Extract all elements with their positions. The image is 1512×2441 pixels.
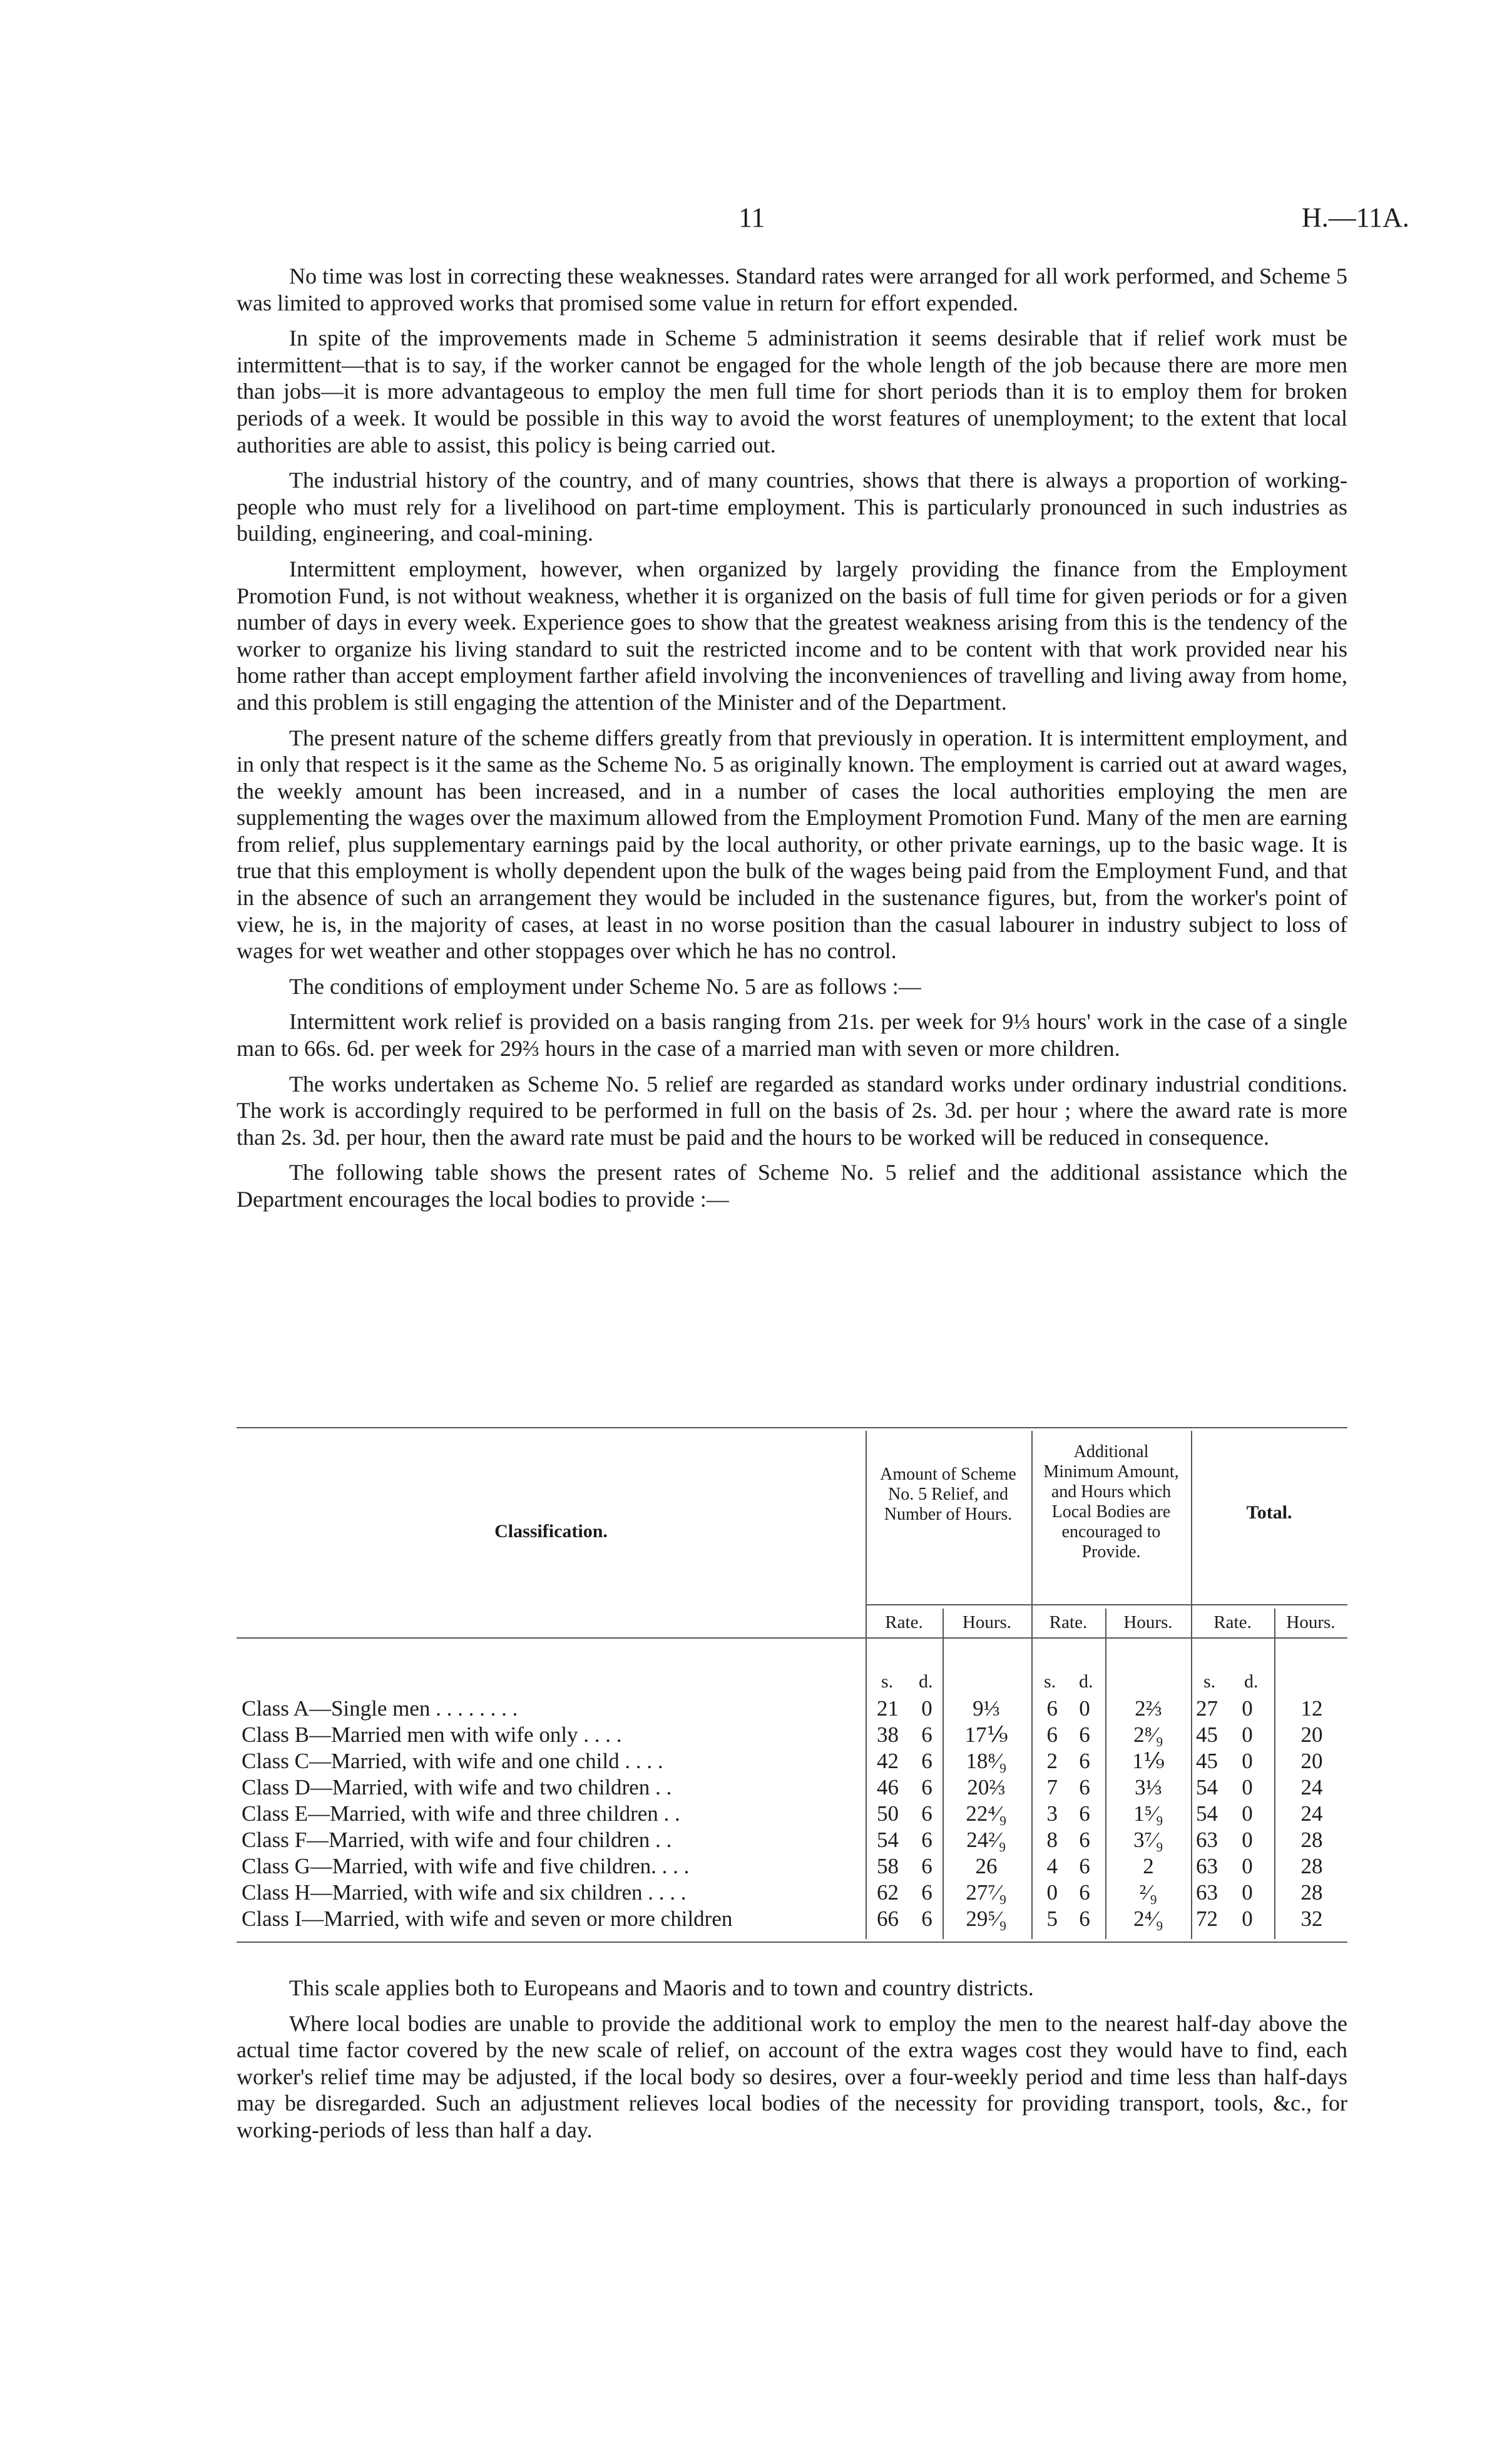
paragraph: Intermittent work relief is provided on a basis ranging from 21s. per week for 9⅓ hours' work in the case of a single man to 66s. 6d. per week for 29⅔ hours in the case of a married man with seven or more children. xyxy=(237,1009,1347,1062)
cell-d1: 6 xyxy=(921,1906,932,1931)
cell-h1: 29⁵⁄₉ xyxy=(966,1906,1007,1931)
class-label: Class E—Married, with wife and three children . . xyxy=(242,1801,680,1826)
cell-h3: 20 xyxy=(1300,1749,1323,1773)
cell-h2: 1⁵⁄₉ xyxy=(1133,1801,1163,1826)
cell-s1: 38 xyxy=(877,1722,899,1747)
cell-s2: 6 xyxy=(1046,1722,1058,1747)
cell-s2: 7 xyxy=(1046,1775,1058,1799)
table-row xyxy=(237,1775,1347,1803)
cell-h1: 24²⁄₉ xyxy=(966,1828,1006,1852)
cell-d2: 0 xyxy=(1079,1696,1090,1721)
cell-d1: 6 xyxy=(921,1722,932,1747)
cell-d3: 0 xyxy=(1242,1775,1253,1799)
total-header: Total. xyxy=(1246,1502,1292,1523)
cell-h1: 9⅓ xyxy=(973,1696,1000,1721)
pence-unit: d. xyxy=(1244,1671,1259,1692)
cell-s3: 72 xyxy=(1196,1906,1218,1931)
paragraph: Intermittent employment, however, when organized by largely providing the finance from the Employment Promotion Fund, is not without weakness, whether it is organized on the basis of full time for given periods or for a given number of days in every week. Experience goes to show that the greatest weakness arising from this is the tendency of the worker to organize his living standard to suit the restricted income and to be content with that work provided near his home rather than accept employment farther afield involving the inconveniences of travelling and living away from home, and this problem is still engaging the attention of the Minister and of the Department. xyxy=(237,556,1347,715)
header-rule xyxy=(237,1637,1347,1639)
hours-subheader: Hours. xyxy=(1286,1612,1336,1632)
cell-d1: 6 xyxy=(921,1801,932,1826)
cell-d1: 6 xyxy=(921,1854,932,1878)
paragraph: This scale applies both to Europeans and Maoris and to town and country districts. xyxy=(289,1975,1034,2000)
shillings-unit: s. xyxy=(1203,1671,1216,1692)
cell-h2: ²⁄₉ xyxy=(1139,1880,1158,1905)
cell-s2: 4 xyxy=(1046,1854,1058,1878)
cell-d2: 6 xyxy=(1079,1775,1090,1799)
cell-d3: 0 xyxy=(1242,1828,1253,1852)
cell-s1: 66 xyxy=(877,1906,899,1931)
cell-d1: 6 xyxy=(921,1749,932,1773)
cell-h3: 20 xyxy=(1300,1722,1323,1747)
cell-s2: 8 xyxy=(1046,1828,1058,1852)
class-label: Class G—Married, with wife and five children. . . . xyxy=(242,1854,690,1878)
cell-d1: 6 xyxy=(921,1828,932,1852)
cell-h3: 24 xyxy=(1300,1775,1323,1799)
class-label: Class A—Single men . . . . . . . . xyxy=(242,1696,518,1721)
cell-s1: 62 xyxy=(877,1880,899,1905)
cell-d2: 6 xyxy=(1079,1749,1090,1773)
cell-d2: 6 xyxy=(1079,1854,1090,1878)
body-text xyxy=(237,263,1347,1222)
paragraph: The works undertaken as Scheme No. 5 relief are regarded as standard works under ordinary industrial conditions. The work is accordingly required to be performed in full on the basis of 2s. 3d. per hour ; where the award rate is more than 2s. 3d. per hour, then the award rate must be paid and the hours to be worked will be reduced in consequence. xyxy=(237,1071,1347,1150)
table-row xyxy=(237,1801,1347,1829)
pence-unit: d. xyxy=(1079,1671,1093,1692)
paragraph: The present nature of the scheme differs greatly from that previously in operation. It is intermittent employment, and in only that respect is it the same as the Scheme No. 5 as originally known. The employment is carried out at award wages, the weekly amount has been increased, and in a number of cases the local authorities employing the men are supplementing the wages over the maximum allowed from the Employment Promotion Fund. Many of the men are earning from relief, plus supplementary earnings paid by the local authority, or other private earnings, up to the basic wage. It is true that this employment is wholly dependent upon the bulk of the wages being paid from the Employment Fund, and that in the absence of such an arrangement they would be included in the sustenance figures, but, from the worker's point of view, he is, in the majority of cases, at least in no worse position than the casual labourer in industry subject to loss of wages for wet weather and other stoppages over which he has no control. xyxy=(237,725,1347,964)
cell-d1: 0 xyxy=(921,1696,932,1721)
cell-h2: 2⁸⁄₉ xyxy=(1133,1722,1163,1747)
relief-rates-table xyxy=(237,1427,1347,1965)
class-label: Class I—Married, with wife and seven or more children xyxy=(242,1906,733,1931)
cell-d2: 6 xyxy=(1079,1722,1090,1747)
cell-d3: 0 xyxy=(1242,1880,1253,1905)
cell-d1: 6 xyxy=(921,1775,932,1799)
cell-h3: 32 xyxy=(1300,1906,1323,1931)
cell-s3: 54 xyxy=(1196,1801,1218,1826)
cell-s1: 21 xyxy=(877,1696,899,1721)
shillings-unit: s. xyxy=(1044,1671,1056,1692)
rate-subheader: Rate. xyxy=(1213,1612,1252,1632)
cell-s3: 63 xyxy=(1196,1854,1218,1878)
pence-unit: d. xyxy=(919,1671,933,1692)
paragraph: The conditions of employment under Scheme No. 5 are as follows :— xyxy=(289,973,921,999)
cell-h3: 12 xyxy=(1300,1696,1323,1721)
table-row xyxy=(237,1696,1347,1724)
class-label: Class C—Married, with wife and one child . . . . xyxy=(242,1749,663,1773)
table-row xyxy=(237,1854,1347,1881)
cell-s3: 54 xyxy=(1196,1775,1218,1799)
cell-s3: 63 xyxy=(1196,1880,1218,1905)
class-label: Class D—Married, with wife and two children . . xyxy=(242,1775,672,1799)
cell-d2: 6 xyxy=(1079,1880,1090,1905)
cell-s1: 54 xyxy=(877,1828,899,1852)
paragraph: The industrial history of the country, and of many countries, shows that there is always a proportion of working-people who must rely for a livelihood on part-time employment. This is particularly pronounced in such industries as building, engineering, and coal-mining. xyxy=(237,468,1347,546)
class-label: Class B—Married men with wife only . . . . xyxy=(242,1722,622,1747)
hours-subheader: Hours. xyxy=(962,1612,1012,1632)
class-label: Class F—Married, with wife and four children . . xyxy=(242,1828,672,1852)
classification-header: Classification. xyxy=(494,1521,608,1542)
cell-s3: 45 xyxy=(1196,1722,1218,1747)
cell-d2: 6 xyxy=(1079,1801,1090,1826)
cell-s3: 45 xyxy=(1196,1749,1218,1773)
cell-h1: 26 xyxy=(975,1854,998,1878)
cell-h3: 28 xyxy=(1300,1880,1323,1905)
table-row xyxy=(237,1880,1347,1908)
cell-s2: 2 xyxy=(1046,1749,1058,1773)
cell-s1: 58 xyxy=(877,1854,899,1878)
cell-h1: 18⁸⁄₉ xyxy=(966,1749,1007,1773)
cell-d3: 0 xyxy=(1242,1696,1253,1721)
paragraph: In spite of the improvements made in Scheme 5 administration it seems desirable that if relief work must be intermittent—that is to say, if the worker cannot be engaged for the whole length of the job because there are more men than jobs—it is more advantageous to employ the men full time for short periods than it is to employ them for broken periods of a week. It would be possible in this way to avoid the worst features of unemployment; to the extent that local authorities are able to assist, this policy is being carried out. xyxy=(237,325,1347,458)
document-reference: H.—11A. xyxy=(1302,202,1409,233)
subheader-rule xyxy=(866,1604,1347,1605)
cell-d3: 0 xyxy=(1242,1906,1253,1931)
rate-subheader: Rate. xyxy=(1049,1612,1088,1632)
cell-s1: 42 xyxy=(877,1749,899,1773)
cell-s2: 5 xyxy=(1046,1906,1058,1931)
table-top-rule xyxy=(237,1427,1347,1428)
cell-d3: 0 xyxy=(1242,1749,1253,1773)
hours-subheader: Hours. xyxy=(1123,1612,1173,1632)
cell-s2: 0 xyxy=(1046,1880,1058,1905)
cell-h2: 3⅓ xyxy=(1135,1775,1162,1799)
cell-s1: 50 xyxy=(877,1801,899,1826)
cell-h2: 2 xyxy=(1143,1854,1154,1878)
cell-d2: 6 xyxy=(1079,1906,1090,1931)
scheme-header: Amount of Scheme No. 5 Relief, and Number of Hours. xyxy=(880,1465,1016,1524)
class-label: Class H—Married, with wife and six children . . . . xyxy=(242,1880,687,1905)
cell-s2: 3 xyxy=(1046,1801,1058,1826)
table-row xyxy=(237,1722,1347,1750)
cell-s1: 46 xyxy=(877,1775,899,1799)
rate-subheader: Rate. xyxy=(885,1612,923,1632)
shillings-unit: s. xyxy=(881,1671,894,1692)
paragraph: Where local bodies are unable to provide the additional work to employ the men to the nearest half-day above the actual time factor covered by the new scale of relief, on account of the extra wages cost they would have to find, each worker's relief time may be adjusted, if the local body so desires, over a four-weekly period and time less than half-days may be disregarded. Such an adjustment relieves local bodies of the necessity for providing transport, tools, &c., for working-periods of less than half a day. xyxy=(237,2010,1347,2142)
cell-h3: 28 xyxy=(1300,1828,1323,1852)
cell-s2: 6 xyxy=(1046,1696,1058,1721)
page-number: 11 xyxy=(738,202,765,233)
table-row xyxy=(237,1906,1347,1934)
cell-h1: 27⁷⁄₉ xyxy=(966,1880,1007,1905)
table-bottom-rule xyxy=(237,1942,1347,1943)
paragraph: The following table shows the present rates of Scheme No. 5 relief and the additional assistance which the Department encourages the local bodies to provide :— xyxy=(237,1160,1347,1212)
additional-header: Additional Minimum Amount, and Hours which Local Bodies are encouraged to Provide. xyxy=(1043,1442,1179,1562)
cell-h1: 17⅑ xyxy=(964,1722,1008,1747)
cell-d3: 0 xyxy=(1242,1722,1253,1747)
table-row xyxy=(237,1828,1347,1855)
cell-d2: 6 xyxy=(1079,1828,1090,1852)
cell-h2: 2⁴⁄₉ xyxy=(1133,1906,1163,1931)
cell-h1: 22⁴⁄₉ xyxy=(966,1801,1007,1826)
cell-h2: 1⅑ xyxy=(1132,1749,1165,1773)
cell-h2: 2⅔ xyxy=(1135,1696,1162,1721)
cell-h2: 3⁷⁄₉ xyxy=(1133,1828,1163,1852)
cell-h3: 24 xyxy=(1300,1801,1323,1826)
cell-s3: 63 xyxy=(1196,1828,1218,1852)
table-row xyxy=(237,1749,1347,1776)
paragraph: No time was lost in correcting these weaknesses. Standard rates were arranged for all work performed, and Scheme 5 was limited to approved works that promised some value in return for effort expended. xyxy=(237,264,1347,315)
cell-d3: 0 xyxy=(1242,1801,1253,1826)
cell-d3: 0 xyxy=(1242,1854,1253,1878)
after-table-text xyxy=(237,1975,1347,2152)
cell-s3: 27 xyxy=(1196,1696,1218,1721)
cell-d1: 6 xyxy=(921,1880,932,1905)
cell-h3: 28 xyxy=(1300,1854,1323,1878)
cell-h1: 20⅔ xyxy=(967,1775,1006,1799)
